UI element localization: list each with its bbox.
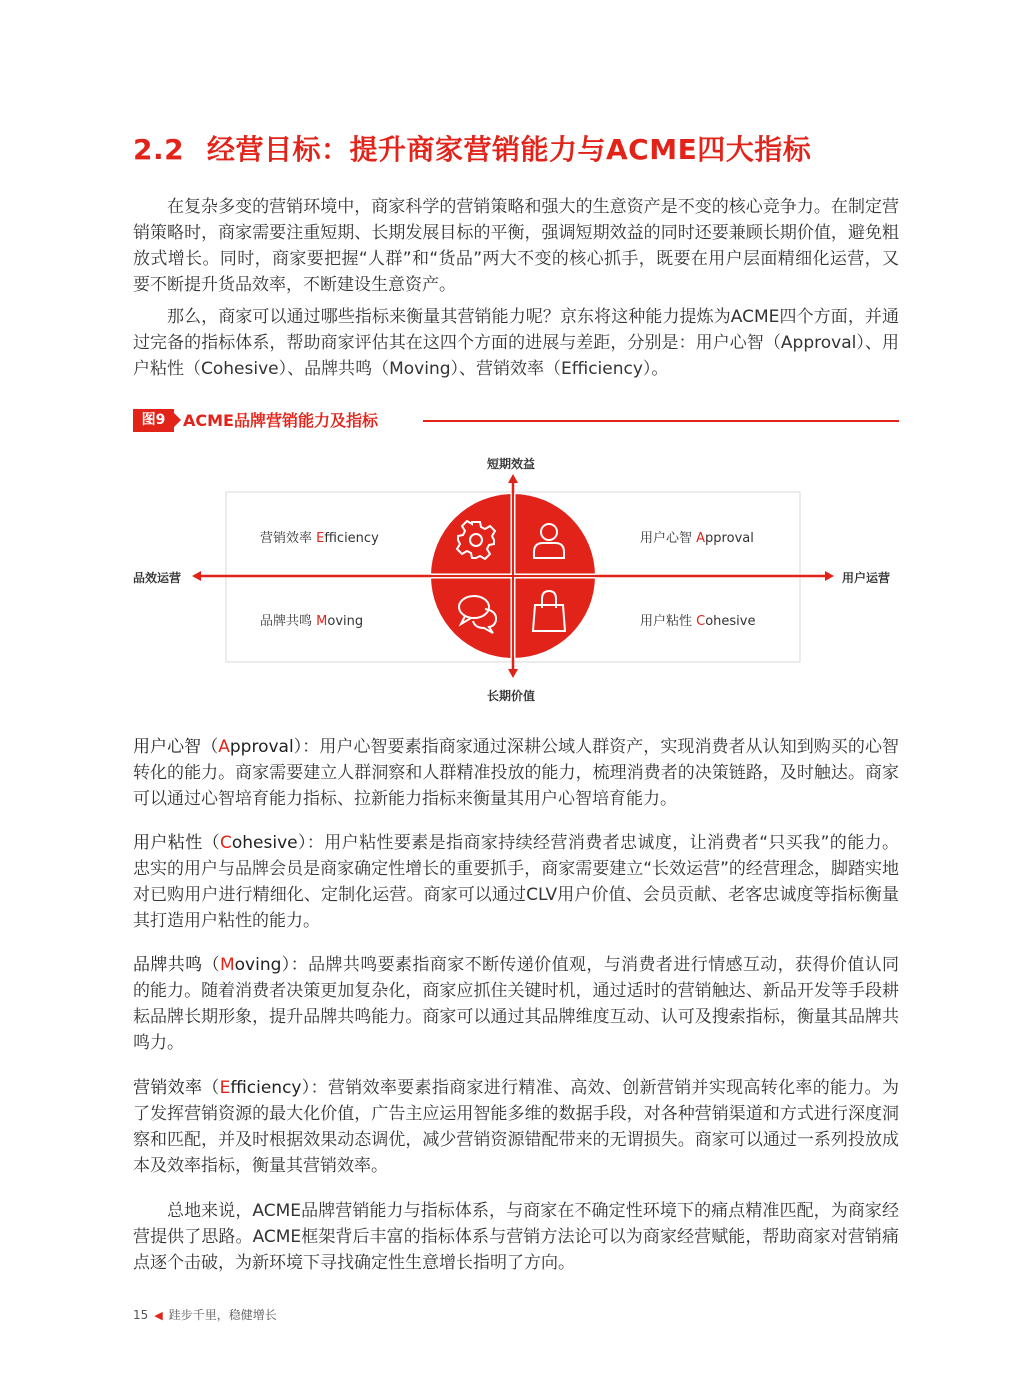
intro-paragraph-1: 在复杂多变的营销环境中，商家科学的营销策略和强大的生意资产是不变的核心竞争力。在制定营销策略时，商家需要注重短期、长期发展目标的平衡，强调短期效益的同时还要兼顾长期价值，避免粗放式增长。同时，商家要把握“人群”和“货品”两大不变的核心抓手，既要在用户层面精细化运营，又要不断提升货品效率，不断建设生意资产。 <box>133 197 899 295</box>
term-en: fficiency） <box>230 1078 311 1098</box>
intro-paragraph-2: 那么，商家可以通过哪些指标来衡量其营销能力呢？京东将这种能力提炼为ACME四个方面，并通过完备的指标体系，帮助商家评估其在这四个方面的进展与差距，分别是：用户心智（Approval）、用户粘性（Cohesive）、品牌共鸣（Moving）、营销效率（Efficiency）。 <box>133 307 899 379</box>
page-footer <box>133 1306 277 1323</box>
term-cn: 用户粘性（ <box>133 833 220 853</box>
quadrant-label-cohesive <box>640 610 756 629</box>
conclusion-paragraph: 总地来说，ACME品牌营销能力与指标体系，与商家在不确定性环境下的痛点精准匹配，为商家经营提供了思路。ACME框架背后丰富的指标体系与营销方法论可以为商家经营赋能，帮助商家对营销痛点逐个击破，为新环境下寻找确定性生意增长指明了方向。 <box>133 1201 899 1273</box>
term-en: pproval） <box>229 737 303 757</box>
figure-rule <box>423 420 899 422</box>
section-cohesive <box>133 830 899 934</box>
quadrant-cn: 用户粘性 <box>640 614 697 629</box>
quadrant-initial: C <box>696 614 706 629</box>
axis-label-left: 品效运营 <box>133 571 182 585</box>
footer-arrow-icon: ◀ <box>154 1309 163 1322</box>
axis-arrow-right <box>825 571 834 581</box>
term-cn: 营销效率（ <box>133 1078 220 1098</box>
quadrant-en: oving <box>327 614 364 629</box>
quadrant-label-approval <box>640 527 754 546</box>
quadrant-en: pproval <box>705 531 754 546</box>
quadrant-cn: 品牌共鸣 <box>260 614 317 629</box>
term-cn: 用户心智（ <box>133 737 219 757</box>
quadrant-initial: E <box>316 531 325 546</box>
quadrant-cn: 用户心智 <box>640 531 697 546</box>
quadrant-en: fficiency <box>324 531 379 546</box>
diagram-frame <box>226 492 800 662</box>
section-body: ：用户粘性要素是指商家持续经营消费者忠诚度，让消费者“只买我”的能力。忠实的用户与品牌会员是商家确定性增长的重要抓手，商家需要建立“长效运营”的经营理念，脚踏实地对已购用户进行精细化、定制化运营。商家可以通过CLV用户价值、会员贡献、老客忠诚度等指标衡量其打造用户粘性的能力。 <box>133 833 899 931</box>
section-number: 2.2 <box>133 133 185 166</box>
footer-title: 跬步千里，稳健增长 <box>168 1308 277 1322</box>
term-initial: E <box>219 1078 231 1098</box>
section-title: 经营目标：提升商家营销能力与ACME四大指标 <box>207 133 812 166</box>
quadrant-en: ohesive <box>705 614 756 629</box>
chat-bubbles-icon <box>459 596 496 633</box>
term-cn: 品牌共鸣（ <box>133 955 220 975</box>
axis-arrow-top <box>508 474 518 483</box>
axis-label-top: 短期效益 <box>487 457 536 471</box>
term-initial: C <box>219 833 232 853</box>
quadrant-initial: M <box>316 614 328 629</box>
section-body: ：品牌共鸣要素指商家不断传递价值观，与消费者进行情感互动，获得价值认同的能力。随着消费者决策更加复杂化，商家应抓住关键时机，通过适时的营销触达、新品开发等手段耕耘品牌长期形象，提升品牌共鸣能力。商家可以通过其品牌维度互动、认可及搜索指标，衡量其品牌共鸣力。 <box>133 955 900 1053</box>
section-body: ：营销效率要素指商家进行精准、高效、创新营销并实现高转化率的能力。为了发挥营销资源的最大化价值，广告主应运用智能多维的数据手段，对各种营销渠道和方式进行深度洞察和匹配，并及时根据效果动态调优，减少营销资源错配带来的无谓损失。商家可以通过一系列投放成本及效率指标，衡量其营销效率。 <box>133 1078 899 1176</box>
person-icon <box>534 524 564 558</box>
term-en: ohesive） <box>231 833 307 853</box>
axis-label-bottom: 长期价值 <box>487 689 536 703</box>
page-number: 15 <box>133 1308 149 1322</box>
section-moving <box>133 952 899 1056</box>
figure-title: ACME品牌营销能力及指标 <box>183 411 378 430</box>
quadrant-cn: 营销效率 <box>260 531 317 546</box>
section-efficiency <box>133 1075 899 1179</box>
axis-arrow-left <box>192 571 201 581</box>
axis-arrow-bottom <box>508 669 518 678</box>
figure-tag: 图9 <box>133 409 174 432</box>
shopping-bag-icon <box>533 591 565 631</box>
quadrant-initial: A <box>696 531 706 546</box>
figure-caption-bar <box>133 408 899 434</box>
axis-label-right: 用户运营 <box>842 571 891 585</box>
quadrant-label-moving <box>260 610 363 629</box>
term-initial: M <box>219 955 235 975</box>
section-approval <box>133 734 899 812</box>
term-initial: A <box>218 737 230 757</box>
term-en: oving） <box>234 955 291 975</box>
center-circle <box>431 494 595 658</box>
gear-icon <box>457 521 495 559</box>
section-body: ：用户心智要素指商家通过深耕公域人群资产，实现消费者从认知到购买的心智转化的能力。商家需要建立人群洞察和人群精准投放的能力，梳理消费者的决策链路，及时触达。商家可以通过心智培育能力指标、拉新能力指标来衡量其用户心智培育能力。 <box>133 737 899 809</box>
section-heading <box>133 128 811 168</box>
quadrant-label-efficiency <box>260 527 379 546</box>
